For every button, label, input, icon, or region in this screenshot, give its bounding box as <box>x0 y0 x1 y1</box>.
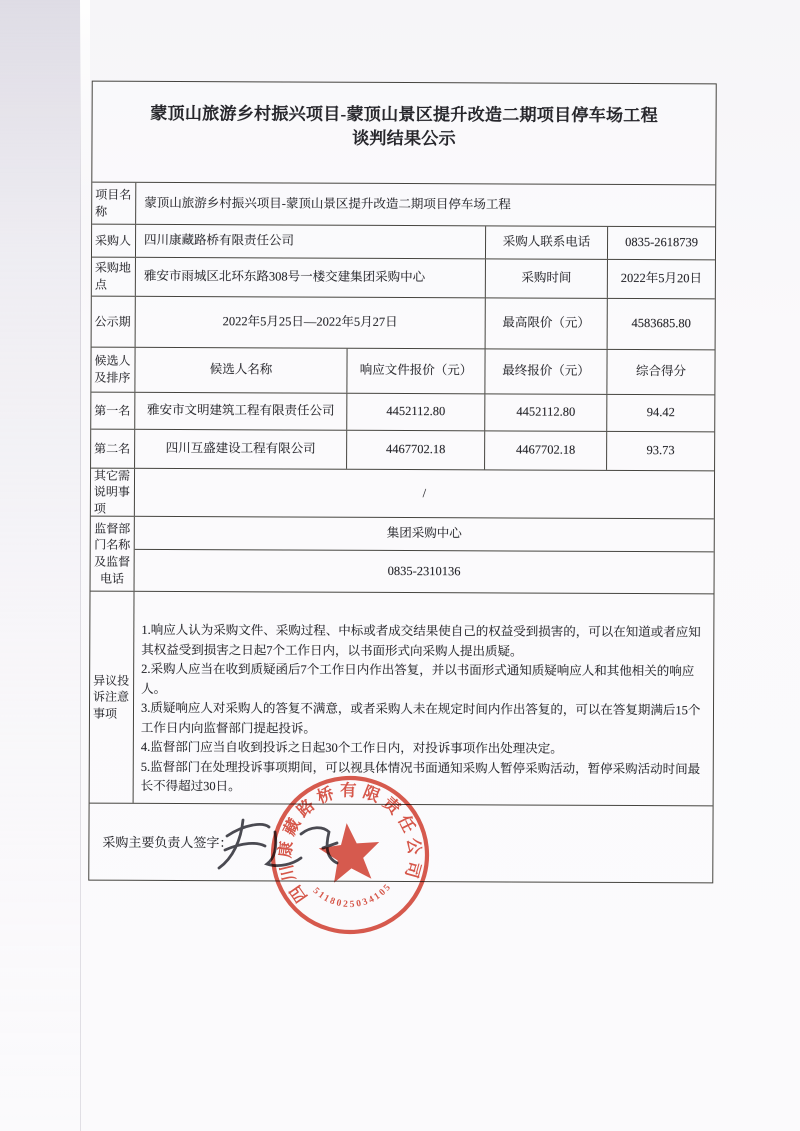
company-seal <box>257 762 444 949</box>
candidate-final-price: 4452112.80 <box>484 394 606 431</box>
candidate-score: 94.42 <box>606 395 714 431</box>
seal-serial-text <box>310 878 396 914</box>
candidate-name: 雅安市文明建筑工程有限责任公司 <box>134 393 346 430</box>
candidate-name: 四川互盛建设工程有限公司 <box>134 430 346 469</box>
purchaser-phone-value: 0835-2618739 <box>607 227 715 259</box>
other-notes-label: 其它需说明事项 <box>93 468 131 516</box>
table-row <box>91 429 714 471</box>
seal-serial-textpath: 5118025034105 <box>310 881 395 911</box>
paper-curl-highlight <box>80 0 90 235</box>
seal-company-textpath: 四川康藏路桥有限责任公司 <box>275 780 425 907</box>
supervision-dept: 集团采购中心 <box>386 526 462 541</box>
row-purchaser <box>92 224 715 260</box>
purchaser-label: 采购人 <box>95 233 132 248</box>
purchase-time-label: 采购时间 <box>485 259 607 298</box>
objection-item: 1.响应人认为采购文件、采购过程、中标或者成交结果使自己的权益受到损害的，可以在知道或者应知其权益受到损害之日起7个工作日内，以书面形式向采购人提出质疑。 <box>141 622 701 659</box>
publicity-label: 公示期 <box>94 314 131 329</box>
scan-left-shadow <box>0 0 81 1131</box>
max-price-label: 最高限价（元） <box>485 298 607 349</box>
title-block <box>92 82 715 185</box>
col-header-doc-price: 响应文件报价（元） <box>346 349 484 394</box>
document-title-line2: 谈判结果公示 <box>352 128 456 149</box>
supervision-content <box>134 517 714 594</box>
candidate-rank: 第一名 <box>94 403 131 418</box>
purchaser-phone-label: 采购人联系电话 <box>485 226 607 259</box>
star-icon <box>316 820 383 884</box>
col-header-score: 综合得分 <box>606 350 714 394</box>
objection-item: 2.采购人应当在收到质疑函后7个工作日内作出答复，并以书面形式通知质疑响应人和其他相关的响应人。 <box>141 661 695 696</box>
objection-item: 5.监督部门在处理投诉事项期间，可以视具体情况书面通知采购人暂停采购活动，暂停采购活动时间最长不得超过30日。 <box>140 759 701 794</box>
project-name-value: 蒙顶山旅游乡村振兴项目-蒙顶山景区提升改造二期项目停车场工程 <box>135 183 715 227</box>
row-publicity-period <box>92 296 715 350</box>
project-name-label: 项目名称 <box>95 187 132 219</box>
row-project-name <box>92 182 715 227</box>
candidate-final-price: 4467702.18 <box>484 431 606 470</box>
signature-label: 采购主要负责人签字： <box>102 834 233 851</box>
document-title-line1: 蒙顶山旅游乡村振兴项目-蒙顶山景区提升改造二期项目停车场工程 <box>150 103 658 126</box>
max-price-value: 4583685.80 <box>607 299 715 349</box>
candidate-score: 93.73 <box>606 432 714 470</box>
publicity-value: 2022年5月25日—2022年5月27日 <box>135 297 485 349</box>
candidate-doc-price: 4452112.80 <box>346 394 484 431</box>
candidates-label: 候选人及排序 <box>94 354 131 385</box>
col-header-final-price: 最终报价（元） <box>484 349 606 394</box>
purchase-time-value: 2022年5月20日 <box>607 260 715 298</box>
objection-item: 4.监督部门应当自收到投诉之日起30个工作日内，对投诉事项作出处理决定。 <box>140 739 563 756</box>
location-value: 雅安市雨城区北环东路308号一楼交建集团采购中心 <box>135 258 485 298</box>
supervision-label: 监督部门名称及监督电话 <box>94 521 131 586</box>
col-header-candidate-name: 候选人名称 <box>134 348 346 393</box>
row-supervision <box>91 516 714 594</box>
purchaser-value: 四川康藏路桥有限责任公司 <box>135 225 485 259</box>
objection-label: 异议投诉注意事项 <box>92 673 130 721</box>
table-row <box>91 392 714 432</box>
other-notes-value: / <box>134 469 714 519</box>
row-other-notes <box>91 468 714 519</box>
location-label: 采购地点 <box>94 261 131 292</box>
row-candidate-header <box>91 347 714 395</box>
supervision-phone: 0835-2310136 <box>135 549 714 594</box>
candidate-doc-price: 4467702.18 <box>346 431 484 470</box>
candidate-rank: 第二名 <box>94 441 131 456</box>
objection-item: 3.质疑响应人对采购人的答复不满意，或者采购人未在规定时间内作出答复的，可以在答复期满后15个工作日内向监督部门提起投诉。 <box>140 700 701 736</box>
row-location <box>92 257 715 299</box>
